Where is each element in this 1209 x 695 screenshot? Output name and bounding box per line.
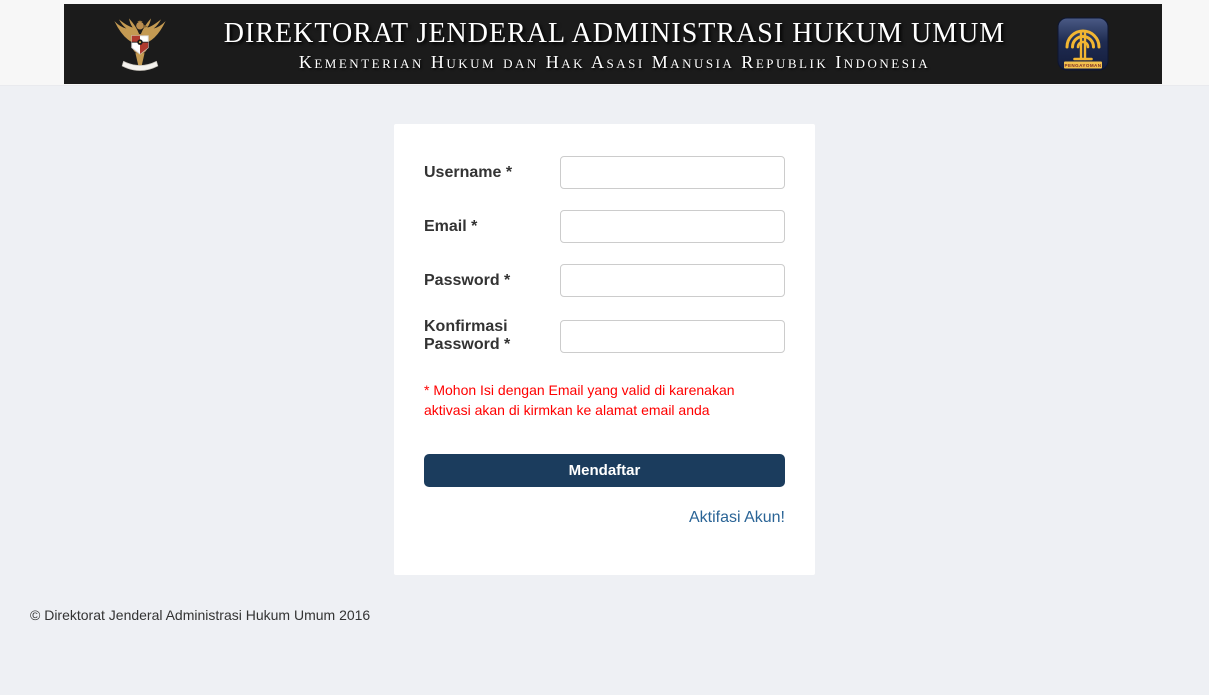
copyright-text: © Direktorat Jenderal Administrasi Hukum Umum 2016 — [30, 607, 371, 623]
pengayoman-icon — [1057, 17, 1109, 71]
email-input[interactable] — [560, 210, 785, 243]
pengayoman-label: PENGAYOMAN — [1064, 63, 1102, 68]
email-row — [424, 210, 785, 243]
konfirmasi-password-label: Konfirmasi Password * — [424, 318, 511, 353]
header-band — [0, 0, 1209, 86]
username-row — [424, 156, 785, 189]
activation-link-row — [424, 509, 785, 527]
email-label: Email * — [424, 217, 478, 235]
header-titles — [172, 15, 1057, 74]
password-input[interactable] — [560, 264, 785, 297]
password-row — [424, 264, 785, 297]
header-title: DIREKTORAT JENDERAL ADMINISTRASI HUKUM UMUM — [223, 17, 1006, 49]
registration-card — [394, 124, 815, 575]
garuda-pancasila-icon — [108, 12, 172, 76]
konfirmasi-password-input[interactable] — [560, 320, 785, 353]
username-label: Username * — [424, 163, 513, 181]
app-header — [64, 4, 1162, 84]
activation-link[interactable]: Aktifasi Akun! — [688, 509, 785, 526]
header-subtitle: Kementerian Hukum dan Hak Asasi Manusia Republik Indonesia — [298, 51, 931, 72]
email-validation-note: * Mohon Isi dengan Email yang valid di karenakan aktivasi akan di kirmkan ke alamat email anda — [424, 382, 735, 418]
mendaftar-button[interactable]: Mendaftar — [424, 454, 785, 487]
username-input[interactable] — [560, 156, 785, 189]
password-label: Password * — [424, 271, 511, 289]
konfirmasi-password-row — [424, 318, 785, 354]
